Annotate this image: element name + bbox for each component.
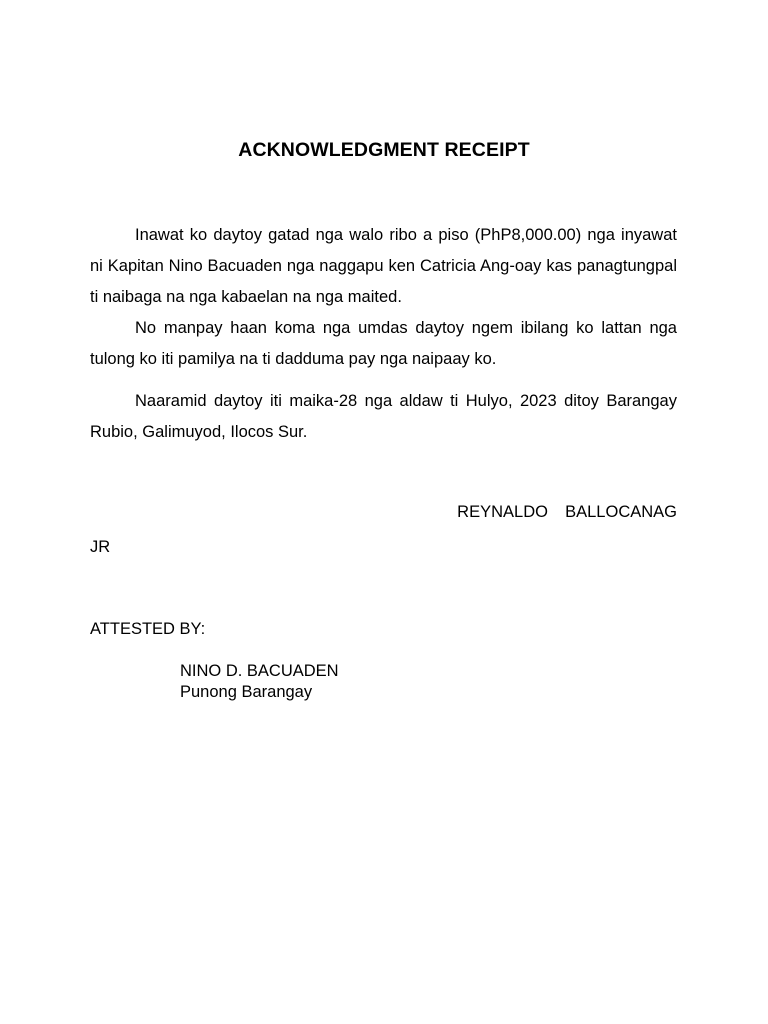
paragraph-receipt [90, 220, 677, 313]
paragraph-text: Inawat ko daytoy gatad nga walo ribo a piso (PhP8,000.00) nga inyawat ni Kapitan Nino Bacuaden nga naggapu ken Catricia Ang-oay kas panagtungpal ti naibaga na nga kabaelan na nga maited. [90, 226, 677, 306]
witness-name: NINO D. BACUADEN [180, 662, 339, 680]
witness-position: Punong Barangay [180, 683, 313, 701]
paragraph-date-place [90, 386, 677, 448]
attested-label: ATTESTED BY: [90, 620, 206, 638]
paragraph-text: No manpay haan koma nga umdas daytoy ngem ibilang ko lattan nga tulong ko iti pamilya na ti dadduma pay nga naipaay ko. [90, 319, 677, 368]
document-title: ACKNOWLEDGMENT RECEIPT [238, 139, 530, 161]
witness-block [180, 661, 339, 703]
paragraph-text: Naaramid daytoy iti maika-28 nga aldaw ti Hulyo, 2023 ditoy Barangay Rubio, Galimuyod, Ilocos Sur. [90, 392, 677, 441]
signatory-suffix: JR [90, 538, 111, 556]
signatory-name: REYNALDO BALLOCANAG [457, 503, 677, 521]
paragraph-note [90, 313, 677, 375]
